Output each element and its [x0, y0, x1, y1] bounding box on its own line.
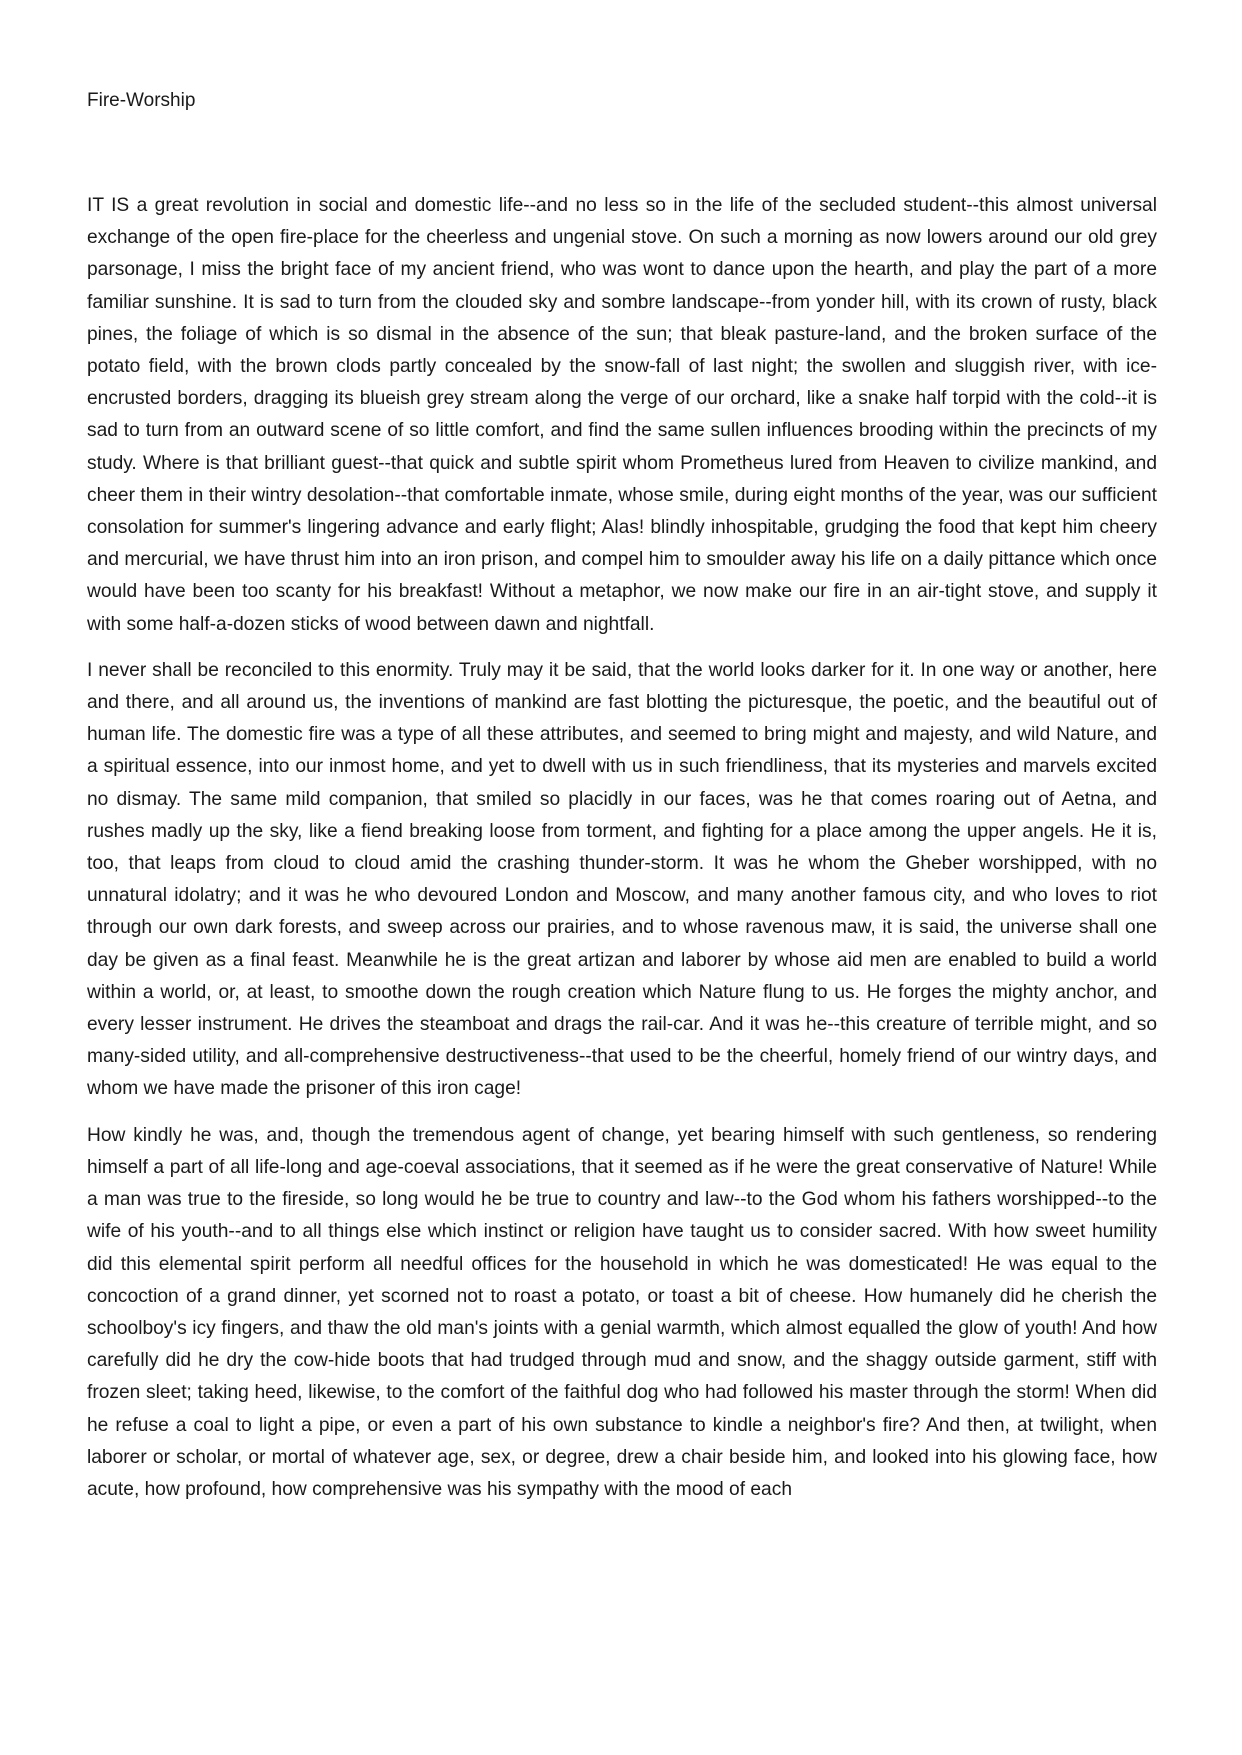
paragraph-2: I never shall be reconciled to this enormity. Truly may it be said, that the world looks darker for it. In one way or another, here and there, and all around us, the inventions of mankind are fast blotting the picturesque, the poetic, and the beautiful out of human life. The domestic fire was a type of all these attributes, and seemed to bring might and majesty, and wild Nature, and a spiritual essence, into our inmost home, and yet to dwell with us in such friendliness, that its mysteries and marvels excited no dismay. The same mild companion, that smiled so placidly in our faces, was he that comes roaring out of Aetna, and rushes madly up the sky, like a fiend breaking loose from torment, and fighting for a place among the upper angels. He it is, too, that leaps from cloud to cloud amid the crashing thunder-storm. It was he whom the Gheber worshipped, with no unnatural idolatry; and it was he who devoured London and Moscow, and many another famous city, and who loves to riot through our own dark forests, and sweep across our prairies, and to whose ravenous maw, it is said, the universe shall one day be given as a final feast. Meanwhile he is the great artizan and laborer by whose aid men are enabled to build a world within a world, or, at least, to smoothe down the rough creation which Nature flung to us. He forges the mighty anchor, and every lesser instrument. He drives the steamboat and drags the rail-car. And it was he--this creature of terrible might, and so many-sided utility, and all-comprehensive destructiveness--that used to be the cheerful, homely friend of our wintry days, and whom we have made the prisoner of this iron cage!	[87, 659, 1157, 1100]
document-body	[87, 190, 1157, 1520]
paragraph-1: IT IS a great revolution in social and domestic life--and no less so in the life of the secluded student--this almost universal exchange of the open fire-place for the cheerless and ungenial stove. On such a morning as now lowers around our old grey parsonage, I miss the bright face of my ancient friend, who was wont to dance upon the hearth, and play the part of a more familiar sunshine. It is sad to turn from the clouded sky and sombre landscape--from yonder hill, with its crown of rusty, black pines, the foliage of which is so dismal in the absence of the sun; that bleak pasture-land, and the broken surface of the potato field, with the brown clods partly concealed by the snow-fall of last night; the swollen and sluggish river, with ice-encrusted borders, dragging its blueish grey stream along the verge of our orchard, like a snake half torpid with the cold--it is sad to turn from an outward scene of so little comfort, and find the same sullen influences brooding within the precincts of my study. Where is that brilliant guest--that quick and subtle spirit whom Prometheus lured from Heaven to civilize mankind, and cheer them in their wintry desolation--that comfortable inmate, whose smile, during eight months of the year, was our sufficient consolation for summer's lingering advance and early flight; Alas! blindly inhospitable, grudging the food that kept him cheery and mercurial, we have thrust him into an iron prison, and compel him to smoulder away his life on a daily pittance which once would have been too scanty for his breakfast! Without a metaphor, we now make our fire in an air-tight stove, and supply it with some half-a-dozen sticks of wood between dawn and nightfall.	[87, 195, 1157, 635]
document-title: Fire-Worship	[87, 90, 196, 111]
paragraph-3: How kindly he was, and, though the tremendous agent of change, yet bearing himself with such gentleness, so rendering himself a part of all life-long and age-coeval associations, that it seemed as if he were the great conservative of Nature! While a man was true to the fireside, so long would he be true to country and law--to the God whom his fathers worshipped--to the wife of his youth--and to all things else which instinct or religion have taught us to consider sacred. With how sweet humility did this elemental spirit perform all needful offices for the household in which he was domesticated! He was equal to the concoction of a grand dinner, yet scorned not to roast a potato, or toast a bit of cheese. How humanely did he cherish the schoolboy's icy fingers, and thaw the old man's joints with a genial warmth, which almost equalled the glow of youth! And how carefully did he dry the cow-hide boots that had trudged through mud and snow, and the shaggy outside garment, stiff with frozen sleet; taking heed, likewise, to the comfort of the faithful dog who had followed his master through the storm! When did he refuse a coal to light a pipe, or even a part of his own substance to kindle a neighbor's fire? And then, at twilight, when laborer or scholar, or mortal of whatever age, sex, or degree, drew a chair beside him, and looked into his glowing face, how acute, how profound, how comprehensive was his sympathy with the mood of each	[87, 1124, 1157, 1500]
